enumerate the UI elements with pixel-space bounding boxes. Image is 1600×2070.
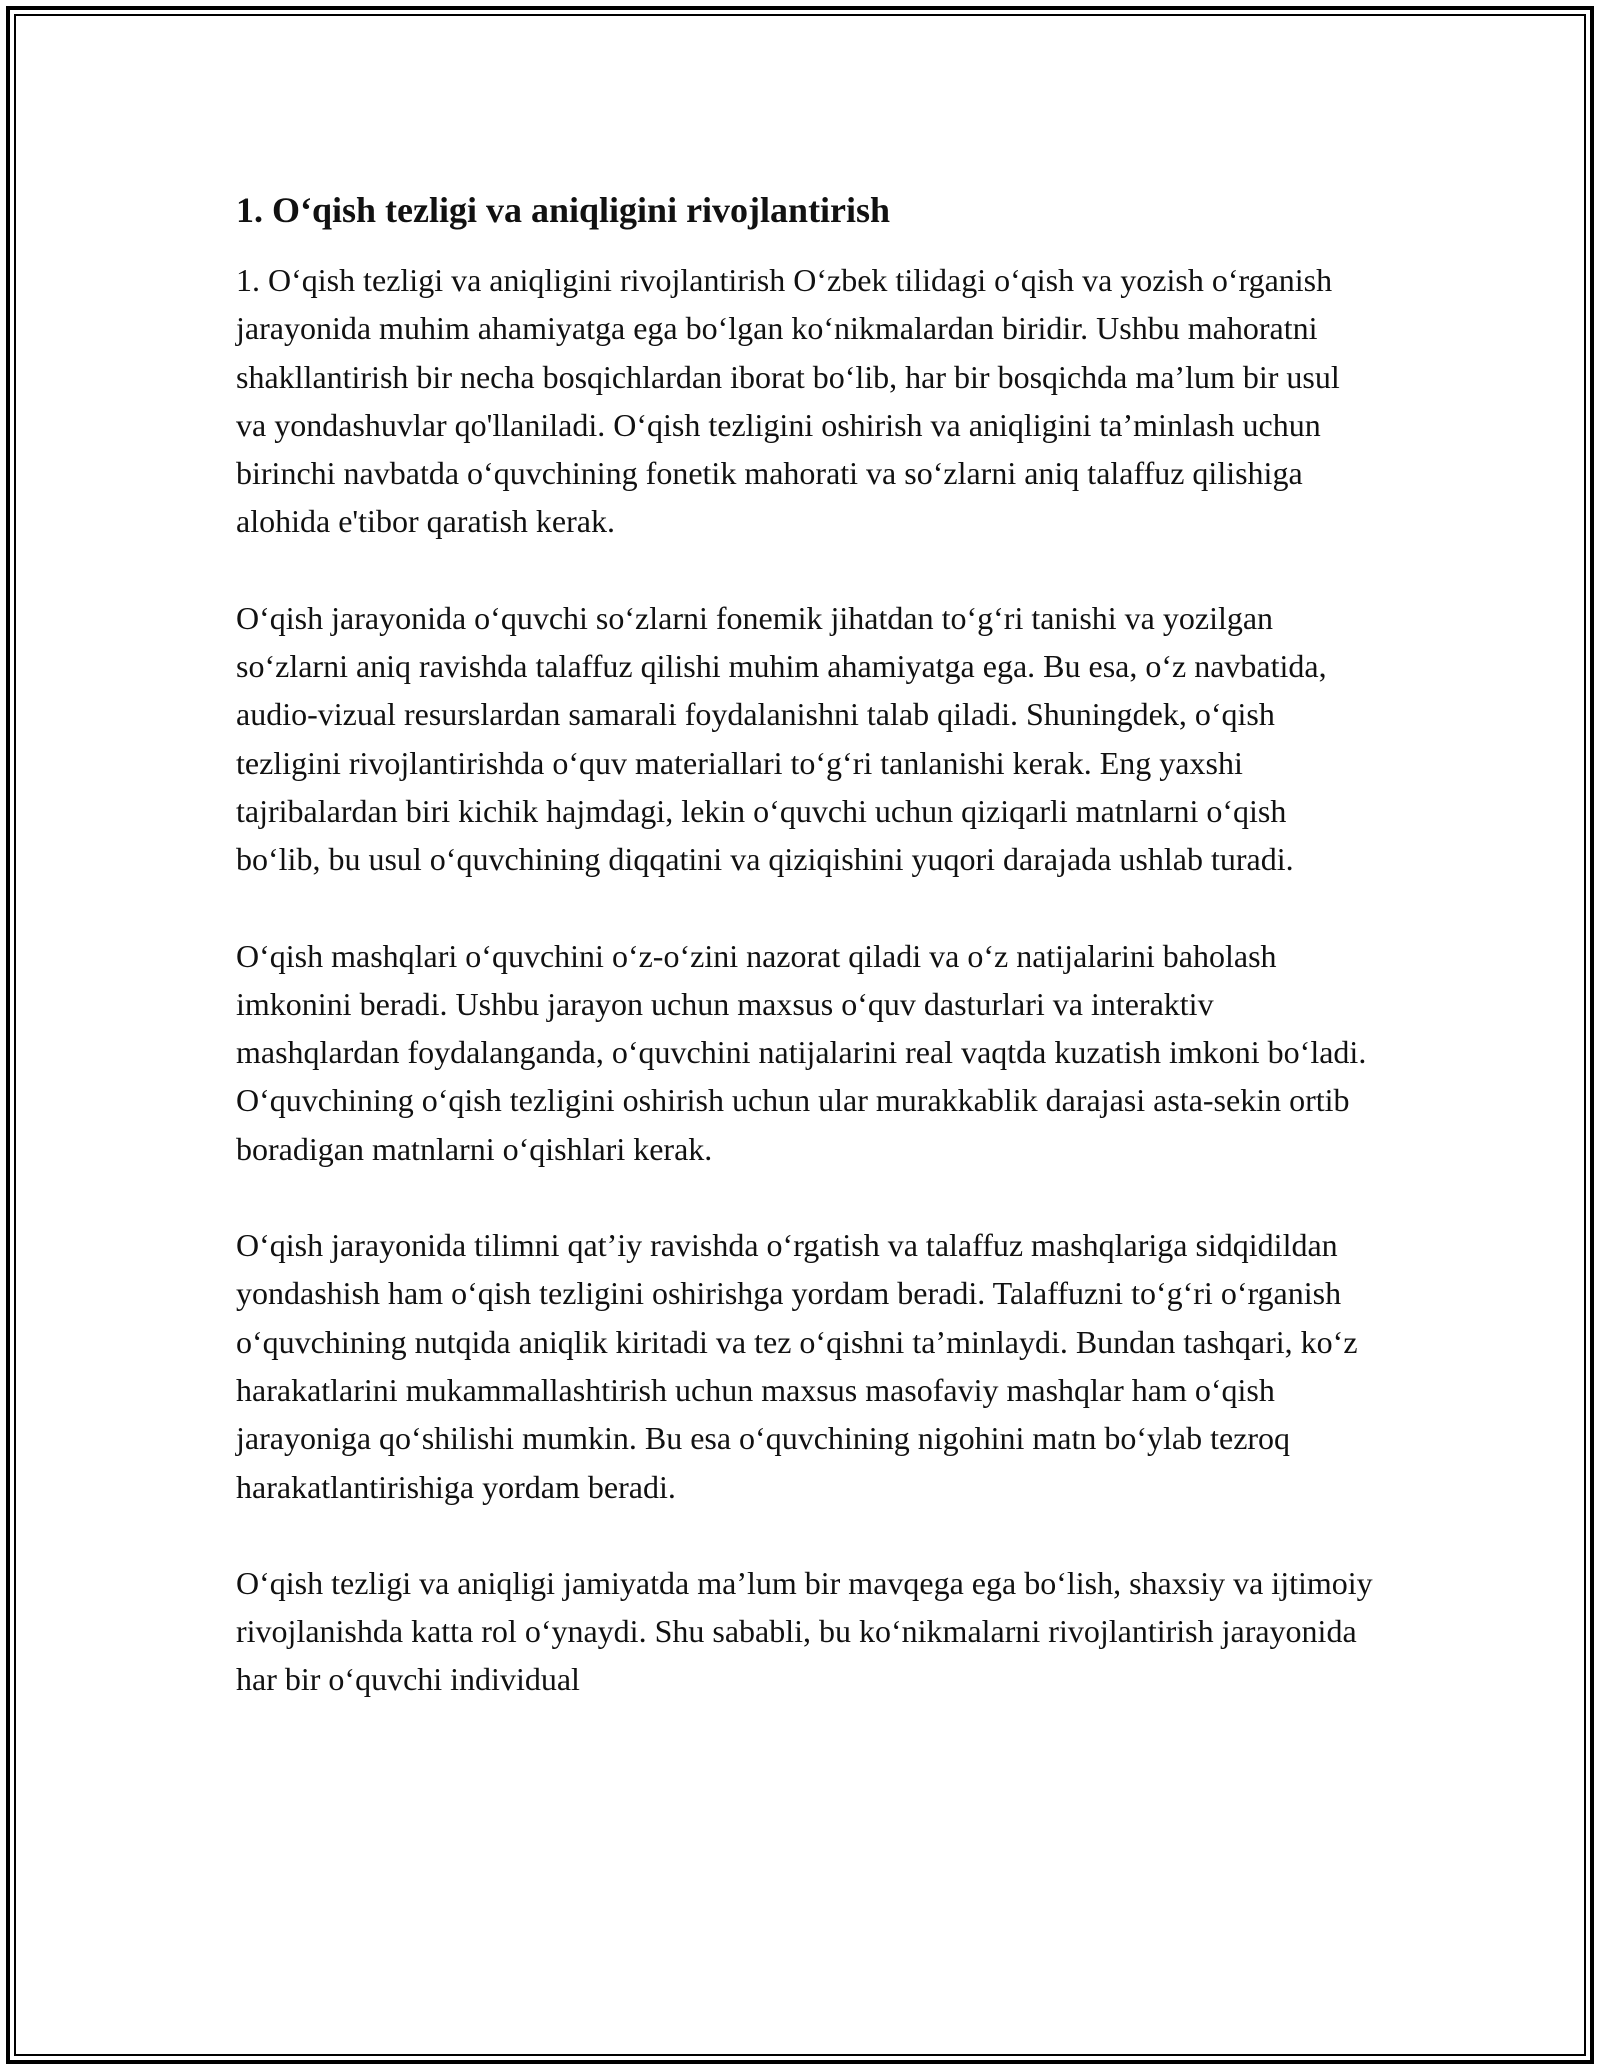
paragraph-1: 1. O‘qish tezligi va aniqligini rivojlantirish O‘zbek tilidagi o‘qish va yozish o‘rganish jarayonida muhim ahamiyatga ega bo‘lgan ko‘nikmalardan biridir. Ushbu mahoratni shakllantirish bir necha bosqichlardan iborat bo‘lib, har bir bosqichda ma’lum bir usul va yondashuvlar qo'llaniladi. O‘qish tezligini oshirish va aniqligini ta’minlash uchun birinchi navbatda o‘quvchining fonetik mahorati va so‘zlarni aniq talaffuz qilishiga alohida e'tibor qaratish kerak. (236, 262, 1340, 540)
section-heading: 1. O‘qish tezligi va aniqligini rivojlantirish (236, 190, 891, 230)
paragraph-2: O‘qish jarayonida o‘quvchi so‘zlarni fonemik jihatdan to‘g‘ri tanishi va yozilgan so‘zlarni aniq ravishda talaffuz qilishi muhim ahamiyatga ega. Bu esa, o‘z navbatida, audio-vizual resurslardan samarali foydalanishni talab qiladi. Shuningdek, o‘qish tezligini rivojlantirishda o‘quv materiallari to‘g‘ri tanlanishi kerak. Eng yaxshi tajribalardan biri kichik hajmdagi, lekin o‘quvchi uchun qiziqarli matnlarni o‘qish bo‘lib, bu usul o‘quvchining diqqatini va qiziqishini yuqori darajada ushlab turadi. (236, 599, 1327, 878)
paragraph-3: O‘qish mashqlari o‘quvchini o‘z-o‘zini nazorat qiladi va o‘z natijalarini baholash imkonini beradi. Ushbu jarayon uchun maxsus o‘quv dasturlari va interaktiv mashqlardan foydalanganda, o‘quvchini natijalarini real vaqtda kuzatish imkoni bo‘ladi. O‘quvchining o‘qish tezligini oshirish uchun ular murakkablik darajasi asta-sekin ortib boradigan matnlarni o‘qishlari kerak. (236, 937, 1367, 1167)
document-body (236, 186, 1376, 1752)
paragraph-4: O‘qish jarayonida tilimni qat’iy ravishda o‘rgatish va talaffuz mashqlariga sidqidildan yondashish ham o‘qish tezligini oshirishga yordam beradi. Talaffuzni to‘g‘ri o‘rganish o‘quvchining nutqida aniqlik kiritadi va tez o‘qishni ta’minlaydi. Bundan tashqari, ko‘z harakatlarini mukammallashtirish uchun maxsus masofaviy mashqlar ham o‘qish jarayoniga qo‘shilishi mumkin. Bu esa o‘quvchining nigohini matn bo‘ylab tezroq harakatlantirishiga yordam beradi. (236, 1227, 1358, 1505)
paragraph-5: O‘qish tezligi va aniqligi jamiyatda ma’lum bir mavqega ega bo‘lish, shaxsiy va ijtimoiy rivojlanishda katta rol o‘ynaydi. Shu sababli, bu ko‘nikmalarni rivojlantirish jarayonida har bir o‘quvchi individual (236, 1564, 1373, 1698)
